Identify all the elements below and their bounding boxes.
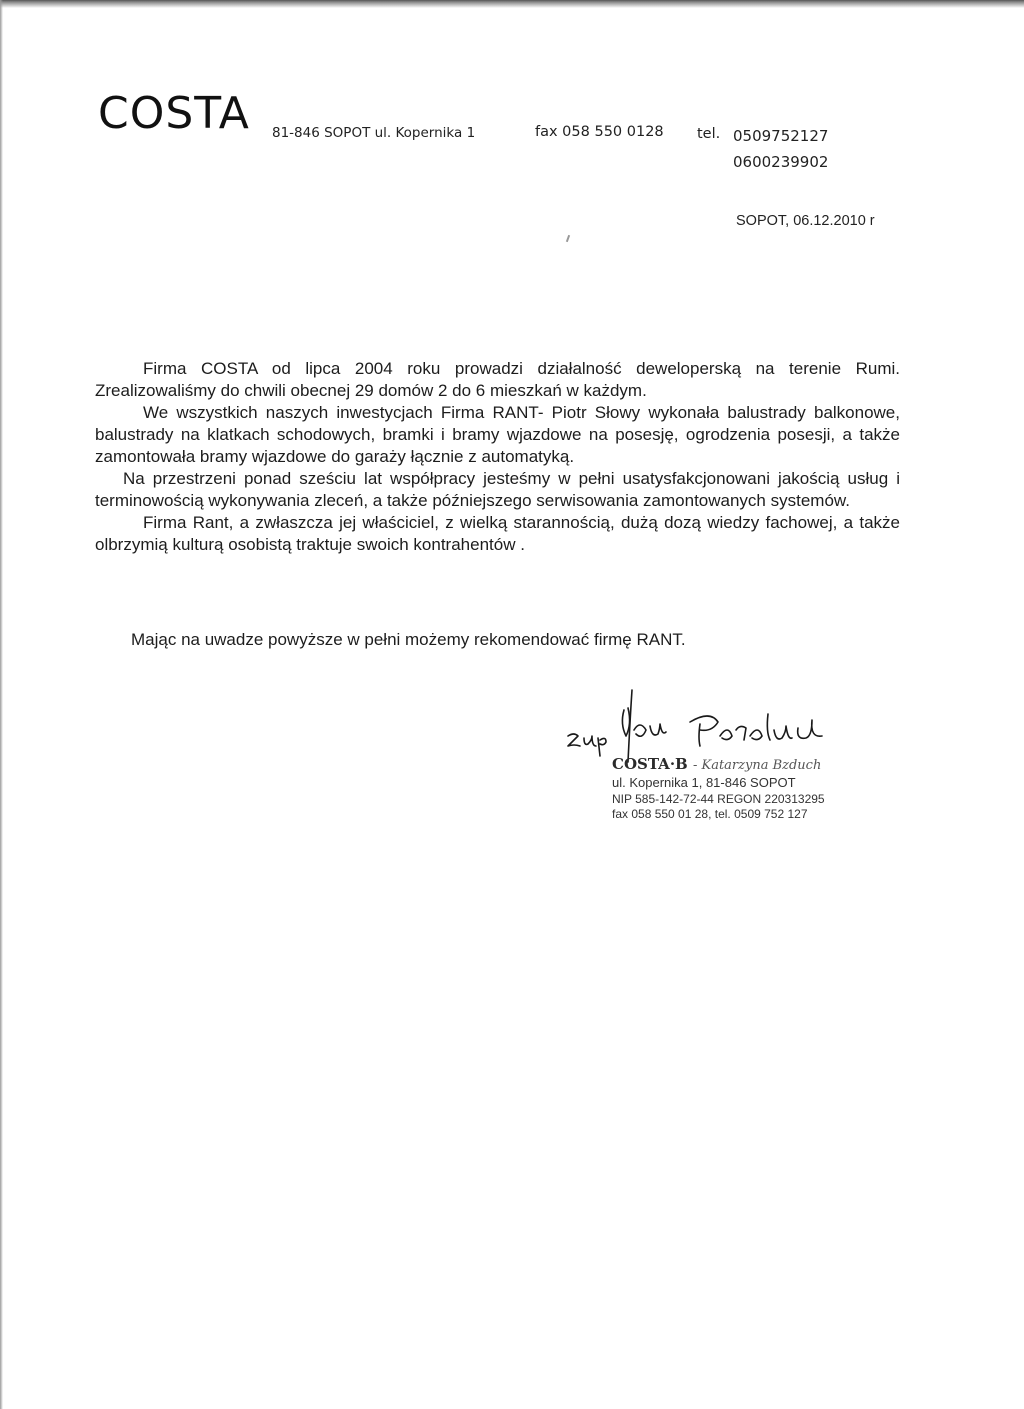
stamp-fax-tel: fax 058 550 01 28, tel. 0509 752 127 <box>612 807 808 821</box>
company-address: 81-846 SOPOT ul. Kopernika 1 <box>272 125 476 141</box>
paragraph-2: We wszystkich naszych inwestycjach Firma RANT- Piotr Słowy wykonała balustrady balkonowe, balustrady na klatkach schodowych, bramki i bramy wjazdowe na posesję, ogrodzenia posesji, a także zamontowała bramy wjazdowe do garaży łącznie z automatyką. <box>95 403 900 466</box>
paragraph-4: Firma Rant, a zwłaszcza jej właściciel, z wielką starannością, dużą dozą wiedzy fachowej, a także olbrzymią kulturą osobistą traktuje swoich kontrahentów . <box>95 513 900 554</box>
stamp-company <box>612 755 821 773</box>
company-logo: COSTA <box>98 88 250 139</box>
scan-edge-left <box>0 0 3 1409</box>
company-fax: fax 058 550 0128 <box>535 124 664 140</box>
stamp-nip-regon: NIP 585-142-72-44 REGON 220313295 <box>612 792 825 806</box>
paragraph-3: Na przestrzeni ponad sześciu lat współpracy jesteśmy w pełni usatysfakcjonowani jakością usług i terminowością wykonywania zleceń, a także późniejszego serwisowania zamontowanych systemów. <box>95 469 900 510</box>
closing-sentence: Mając na uwadze powyższe w pełni możemy rekomendować firmę RANT. <box>131 630 686 649</box>
letter-body <box>95 358 900 556</box>
company-tel-2: 0600239902 <box>733 153 829 171</box>
place-date: SOPOT, 06.12.2010 r <box>736 213 875 229</box>
company-tel-label: tel. <box>697 126 721 142</box>
stamp-address: ul. Kopernika 1, 81-846 SOPOT <box>612 775 796 790</box>
scan-speck <box>566 235 570 242</box>
scan-edge-top <box>0 0 1024 8</box>
paragraph-1: Firma COSTA od lipca 2004 roku prowadzi działalność deweloperską na terenie Rumi. Zrealizowaliśmy do chwili obecnej 29 domów 2 do 6 mieszkań w każdym. <box>95 359 900 400</box>
stamp-company-name: COSTA·B <box>612 755 688 773</box>
stamp-owner: - Katarzyna Bzduch <box>692 758 822 773</box>
company-tel-1: 0509752127 <box>733 127 829 145</box>
